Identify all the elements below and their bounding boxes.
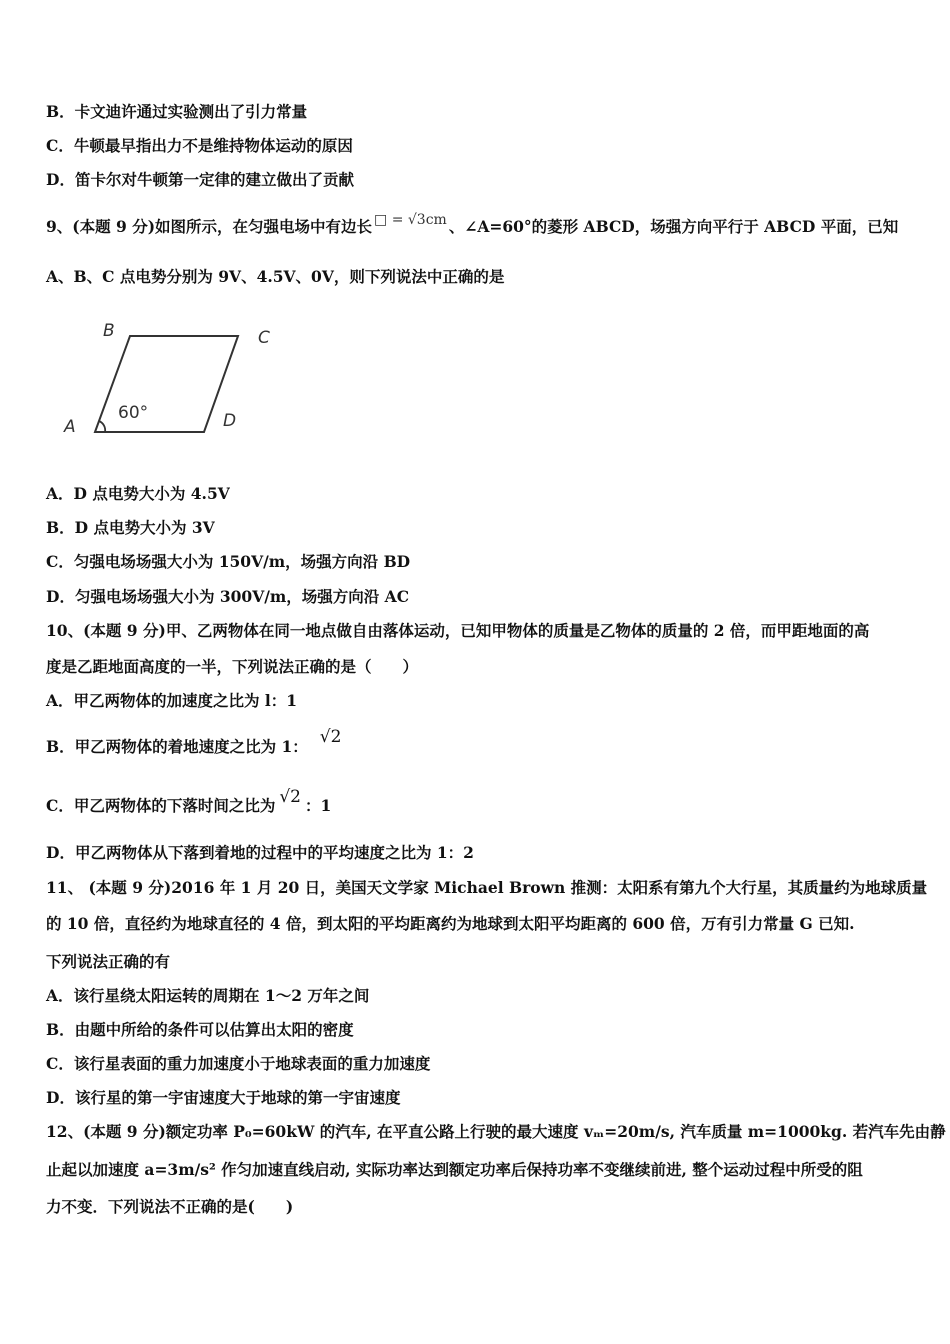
rhombus-figure <box>60 318 280 438</box>
q10-option-b-text: B．甲乙两物体的着地速度之比为 1： <box>46 737 308 756</box>
q9-stem-line2: A、B、C 点电势分别为 9V、4.5V、0V，则下列说法中正确的是 <box>46 267 505 286</box>
q11-option-c: C．该行星表面的重力加速度小于地球表面的重力加速度 <box>46 1054 431 1073</box>
q9-option-b: B．D 点电势大小为 3V <box>46 518 215 537</box>
q10-option-c <box>46 787 332 816</box>
q12-stem-line3: 力不变．下列说法不正确的是( ) <box>46 1197 294 1216</box>
q10-option-b-sqrt: √2 <box>319 727 342 747</box>
q11-stem-line3: 下列说法正确的有 <box>46 952 171 971</box>
q11-option-d: D．该行星的第一宇宙速度大于地球的第一宇宙速度 <box>46 1088 401 1107</box>
q8-option-d: D．笛卡尔对牛顿第一定律的建立做出了贡献 <box>46 170 354 189</box>
q11-stem-line1: 11、 (本题 9 分)2016 年 1 月 20 日，美国天文学家 Michael Brown 推测：太阳系有第九个大行星，其质量约为地球质量 <box>46 878 928 897</box>
q11-stem-line2: 的 10 倍，直径约为地球直径的 4 倍，到太阳的平均距离约为地球到太阳平均距离的 600 倍，万有引力常量 G 已知. <box>46 914 855 933</box>
q10-option-a: A．甲乙两物体的加速度之比为 l：1 <box>46 691 298 710</box>
label-a: A <box>64 417 76 437</box>
q9-option-d: D．匀强电场场强大小为 300V/m，场强方向沿 AC <box>46 587 410 606</box>
q8-option-b: B．卡文迪许通过实验测出了引力常量 <box>46 102 308 121</box>
q9-option-c: C．匀强电场场强大小为 150V/m，场强方向沿 BD <box>46 552 411 571</box>
q12-stem-line1: 12、(本题 9 分)额定功率 P₀=60kW 的汽车, 在平直公路上行驶的最大速度 vₘ=20m/s, 汽车质量 m=1000kg. 若汽车先由静 <box>46 1122 946 1141</box>
q10-option-b <box>46 727 342 757</box>
q9-side-expression: □ = √3cm <box>374 212 447 228</box>
label-b: B <box>103 321 115 341</box>
q12-stem-line2: 止起以加速度 a=3m/s² 作匀加速直线启动, 实际功率达到额定功率后保持功率不变继续前进, 整个运动过程中所受的阻 <box>46 1160 863 1179</box>
q8-option-c: C．牛顿最早指出力不是维持物体运动的原因 <box>46 136 353 155</box>
q10-option-d: D．甲乙两物体从下落到着地的过程中的平均速度之比为 1：2 <box>46 843 474 862</box>
q10-stem-line2: 度是乙距地面高度的一半，下列说法正确的是（ ） <box>46 657 419 676</box>
label-angle: 60° <box>118 403 149 423</box>
q9-stem-after: 、∠A=60°的菱形 ABCD，场强方向平行于 ABCD 平面，已知 <box>448 217 899 236</box>
q10-stem-line1: 10、(本题 9 分)甲、乙两物体在同一地点做自由落体运动，已知甲物体的质量是乙物体的质量的 2 倍，而甲距地面的高 <box>46 621 870 640</box>
label-c: C <box>258 328 270 348</box>
q9-stem-line1 <box>46 212 899 238</box>
q10-option-c-text: C．甲乙两物体的下落时间之比为 <box>46 796 276 815</box>
q11-option-a: A．该行星绕太阳运转的周期在 1～2 万年之间 <box>46 986 370 1005</box>
q10-option-c-sqrt: √2 <box>279 787 301 807</box>
q9-stem-prefix: 9、(本题 9 分)如图所示，在匀强电场中有边长 <box>46 217 373 236</box>
q9-option-a: A．D 点电势大小为 4.5V <box>46 484 230 503</box>
label-d: D <box>223 411 237 431</box>
q10-option-c-end: ：1 <box>305 796 332 815</box>
angle-arc <box>99 421 105 432</box>
q11-option-b: B．由题中所给的条件可以估算出太阳的密度 <box>46 1020 354 1039</box>
rhombus-abcd <box>95 336 238 432</box>
